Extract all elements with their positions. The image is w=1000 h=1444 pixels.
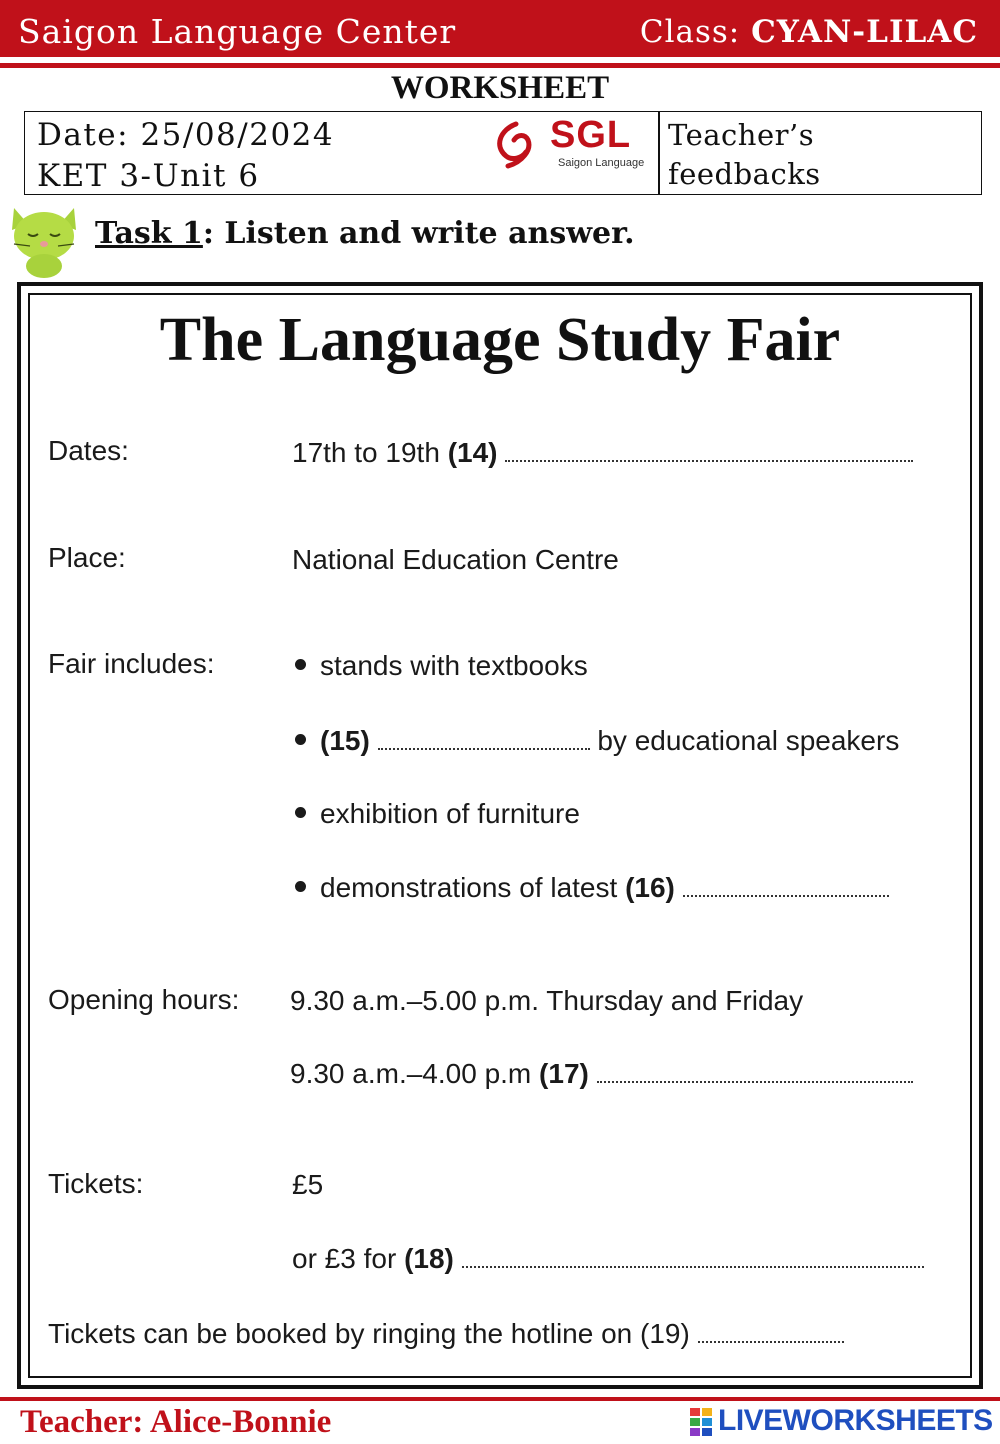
hours-weekday: 9.30 a.m.–5.00 p.m. Thursday and Friday	[290, 985, 804, 1016]
class-info	[640, 14, 978, 50]
answer-18-blank[interactable]	[462, 1246, 924, 1268]
dates-row	[292, 437, 913, 469]
bullet-icon	[295, 881, 306, 892]
worksheet-title: WORKSHEET	[390, 70, 610, 106]
bullet-icon	[295, 659, 306, 670]
hours-weekend: 9.30 a.m.–4.00 p.m	[290, 1058, 532, 1089]
class-name: CYAN-LILAC	[751, 14, 978, 50]
question-16-number: (16)	[625, 872, 675, 903]
dates-label: Dates:	[48, 435, 129, 466]
place-label: Place:	[48, 542, 126, 573]
include-item-2	[295, 725, 899, 757]
dates-value: 17th to 19th	[292, 437, 440, 468]
liveworksheets-logo-icon	[690, 1408, 714, 1436]
hotline-text: Tickets can be booked by ringing the hotline on (19)	[48, 1318, 690, 1349]
place-value: National Education Centre	[292, 544, 619, 575]
answer-14-blank[interactable]	[505, 440, 913, 462]
include-item-3	[295, 798, 580, 830]
feedback-label-line2: feedbacks	[668, 157, 821, 191]
bullet-icon	[295, 807, 306, 818]
include-item-3-text: exhibition of furniture	[320, 798, 580, 829]
task-label: Task 1	[95, 216, 203, 251]
ticket-discount: or £3 for	[292, 1243, 397, 1274]
liveworksheets-brand: LIVEWORKSHEETS	[718, 1404, 993, 1437]
answer-16-blank[interactable]	[683, 875, 889, 897]
feedback-label-line1: Teacher’s	[668, 118, 815, 152]
ticket-discount-row	[292, 1243, 924, 1275]
header-rule	[0, 63, 1000, 68]
answer-15-blank[interactable]	[378, 728, 590, 750]
class-label: Class:	[639, 14, 741, 50]
logo-text: SGL	[550, 114, 632, 156]
ticket-price: £5	[292, 1169, 324, 1200]
date-text: Date: 25/08/2024	[37, 117, 335, 153]
include-item-4	[295, 872, 889, 904]
task-instruction: : Listen and write answer.	[202, 216, 635, 251]
includes-label: Fair includes:	[48, 648, 215, 679]
center-name: Saigon Language Center	[18, 12, 457, 51]
tickets-label: Tickets:	[48, 1168, 144, 1199]
hours-weekend-row	[290, 1058, 913, 1090]
footer-rule	[0, 1397, 1000, 1401]
include-item-1	[295, 650, 588, 682]
teacher-name: Teacher: Alice-Bonnie	[20, 1404, 332, 1440]
unit-text: KET 3-Unit 6	[37, 158, 260, 194]
question-18-number: (18)	[404, 1243, 454, 1274]
answer-17-blank[interactable]	[597, 1061, 913, 1083]
info-divider	[658, 111, 660, 195]
poster-title: The Language Study Fair	[159, 306, 841, 374]
answer-19-blank[interactable]	[698, 1321, 844, 1343]
task-heading	[95, 216, 635, 251]
include-item-1-text: stands with textbooks	[320, 650, 588, 681]
question-14-number: (14)	[447, 437, 498, 468]
question-17-number: (17)	[539, 1058, 589, 1089]
include-item-4-text: demonstrations of latest	[320, 872, 618, 903]
logo-subtext: Saigon Language	[558, 157, 645, 169]
hours-label: Opening hours:	[48, 984, 240, 1015]
hotline-row	[48, 1318, 844, 1350]
include-item-2-suffix: by educational speakers	[597, 725, 900, 756]
bullet-icon	[295, 734, 306, 745]
question-15-number: (15)	[320, 725, 370, 756]
cat-icon	[4, 200, 84, 280]
